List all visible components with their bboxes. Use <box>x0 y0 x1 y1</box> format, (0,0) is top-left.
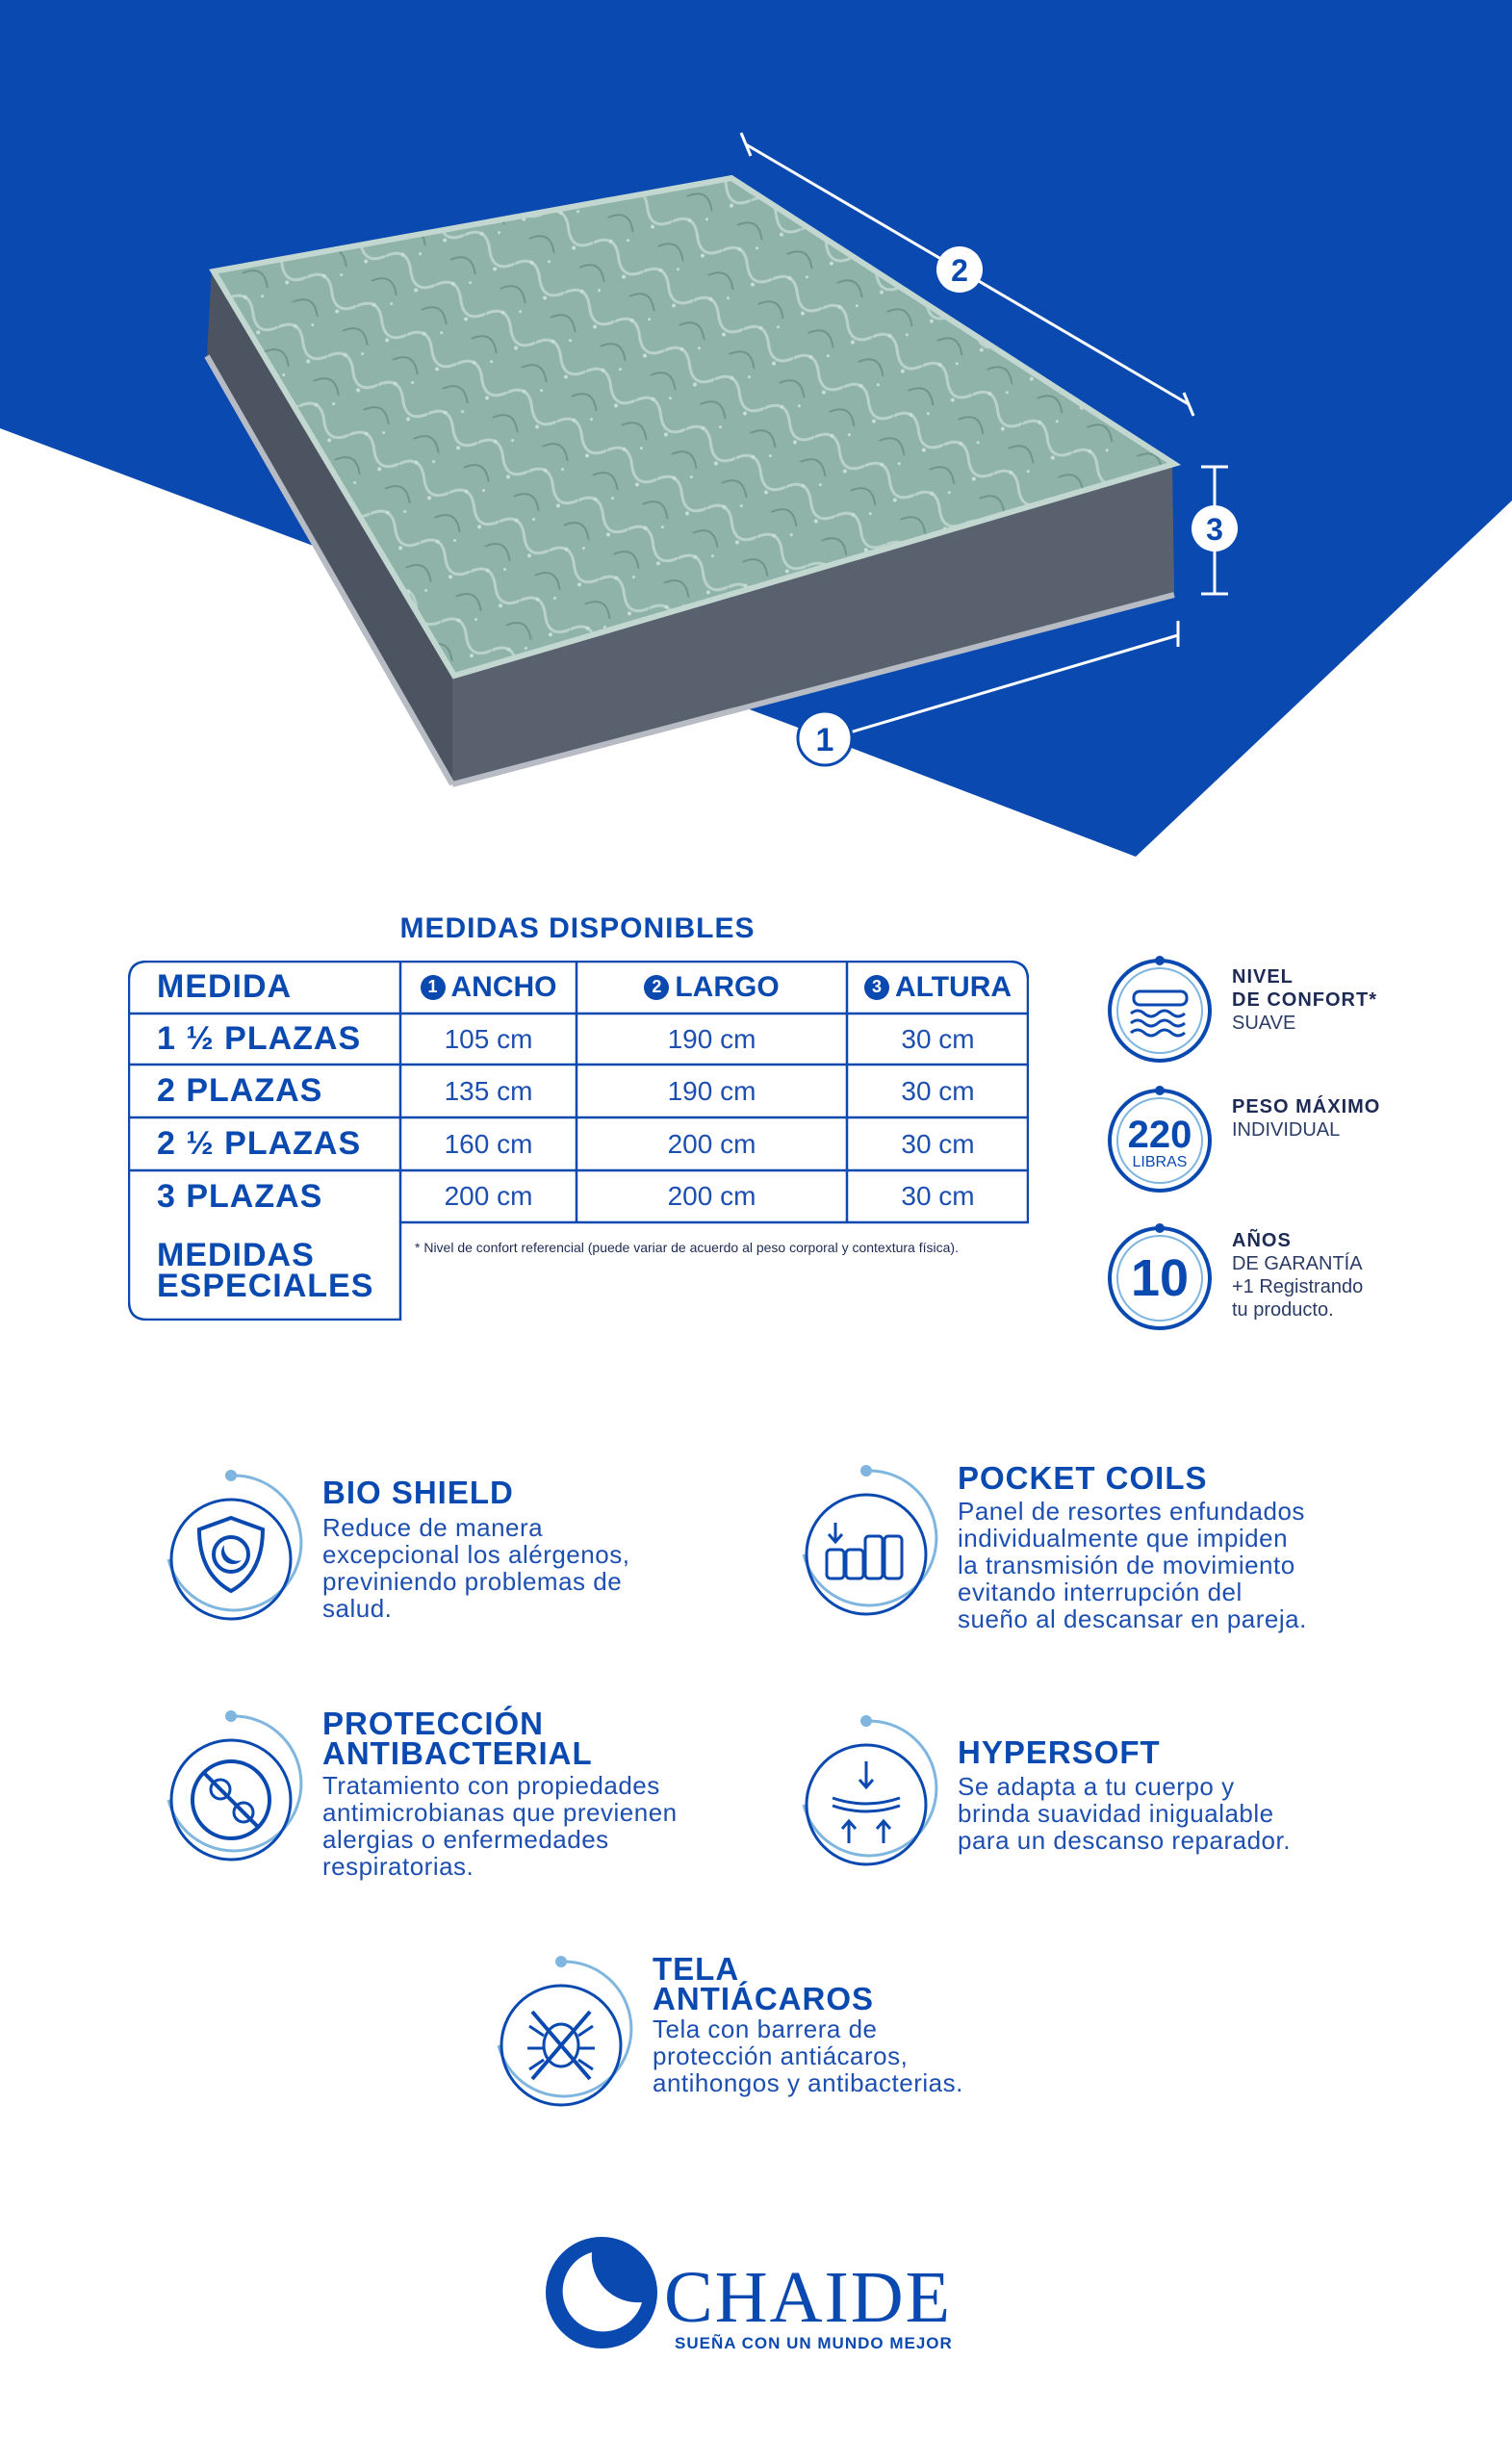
dimension-marker-2 <box>936 246 983 293</box>
weight-line-1: PESO MÁXIMO <box>1232 1096 1381 1117</box>
badge-2: 2 <box>644 975 669 1000</box>
brand-tagline: SUEÑA CON UN MUNDO MEJOR <box>675 2334 953 2352</box>
svg-text:1: 1 <box>815 722 834 758</box>
header-largo <box>577 961 847 1014</box>
header-altura-label: ALTURA <box>894 970 1012 1003</box>
header-altura <box>847 961 1029 1014</box>
anti-mite-icon <box>489 1954 662 2127</box>
svg-text:10: 10 <box>1130 1249 1190 1307</box>
warranty-icon <box>1102 1216 1227 1341</box>
row-altura: 30 cm <box>901 1181 975 1211</box>
dimension-marker-3 <box>1192 505 1238 552</box>
svg-text:LIBRAS: LIBRAS <box>1132 1154 1188 1170</box>
antibacterial-desc: Tratamiento con propiedades antimicrobianas que previenen alergias o enfermedades respiratorias. <box>322 1771 678 1881</box>
svg-text:2: 2 <box>951 253 968 288</box>
pocket-coils-title: POCKET COILS <box>958 1460 1208 1496</box>
row-name: 1 ½ PLAZAS <box>157 1020 362 1057</box>
antibacterial-title: PROTECCIÓN ANTIBACTERIAL <box>322 1706 593 1771</box>
feature-antiacaros <box>489 1951 1105 2146</box>
hypersoft-desc: Se adapta a tu cuerpo y brinda suavidad inigualable para un descanso reparador. <box>958 1772 1291 1855</box>
chaide-logo <box>544 2233 967 2368</box>
comfort-note: * Nivel de confort referencial (puede variar de acuerdo al peso corporal y contextura física). <box>415 1240 959 1255</box>
feature-hypersoft <box>794 1713 1506 1906</box>
row-name: 3 PLAZAS <box>157 1177 323 1215</box>
weight-line-2: INDIVIDUAL <box>1232 1119 1341 1141</box>
max-weight-info <box>1102 1078 1497 1203</box>
feature-antibacterial <box>159 1708 775 1901</box>
especiales-line-2: ESPECIALES <box>157 1268 374 1304</box>
antiacaros-title: TELA ANTIÁCAROS <box>653 1951 874 2016</box>
row-altura: 30 cm <box>901 1023 975 1054</box>
antibacterial-icon <box>159 1708 332 1882</box>
comfort-value: SUAVE <box>1232 1013 1296 1034</box>
medidas-especiales <box>157 1237 374 1304</box>
row-ancho: 105 cm <box>444 1023 533 1054</box>
feature-bio-shield <box>159 1468 775 1660</box>
row-altura: 30 cm <box>901 1128 975 1159</box>
row-name: 2 PLAZAS <box>157 1072 323 1109</box>
brand-name: CHAIDE <box>664 2257 953 2338</box>
header-ancho-label: ANCHO <box>450 970 557 1003</box>
header-largo-label: LARGO <box>675 970 780 1003</box>
especiales-line-1: MEDIDAS <box>157 1237 315 1273</box>
badge-3: 3 <box>864 975 889 1000</box>
pocket-coils-desc: Panel de resortes enfundados individualmente que impiden la transmisión de movimiento evitando interrupción del sueño al descansar en pareja. <box>958 1497 1307 1633</box>
bio-shield-title: BIO SHIELD <box>322 1475 514 1510</box>
shield-icon <box>159 1468 332 1641</box>
header-ancho <box>400 961 577 1014</box>
warranty-line-3: +1 Registrando <box>1232 1276 1364 1297</box>
hero-mattress-illustration <box>0 0 1512 866</box>
row-ancho: 135 cm <box>444 1075 533 1106</box>
warranty-info <box>1102 1216 1497 1341</box>
sizes-table <box>128 961 1029 1321</box>
row-largo: 200 cm <box>667 1181 756 1211</box>
feature-pocket-coils <box>794 1460 1506 1656</box>
warranty-line-2: DE GARANTÍA <box>1232 1253 1363 1274</box>
svg-text:220: 220 <box>1127 1114 1192 1156</box>
header-medida: MEDIDA <box>157 968 293 1005</box>
warranty-line-1: AÑOS <box>1232 1230 1292 1251</box>
svg-text:3: 3 <box>1206 512 1223 547</box>
row-largo: 190 cm <box>667 1075 756 1106</box>
coils-icon <box>794 1463 967 1636</box>
bio-shield-desc: Reduce de manera excepcional los alérgenos, previniendo problemas de salud. <box>322 1513 630 1623</box>
antiacaros-desc: Tela con barrera de protección antiácaros, antihongos y antibacterias. <box>653 2015 963 2097</box>
comfort-line-2: DE CONFORT* <box>1232 989 1377 1011</box>
hypersoft-title: HYPERSOFT <box>958 1734 1161 1770</box>
comfort-level-info <box>1102 948 1497 1073</box>
row-ancho: 160 cm <box>444 1128 533 1159</box>
comfort-line-1: NIVEL <box>1232 966 1294 988</box>
hypersoft-icon <box>794 1713 967 1886</box>
row-ancho: 200 cm <box>444 1181 533 1211</box>
row-largo: 190 cm <box>667 1023 756 1054</box>
dimension-marker-1 <box>798 711 852 765</box>
warranty-line-4: tu producto. <box>1232 1299 1334 1321</box>
sizes-title: MEDIDAS DISPONIBLES <box>399 912 756 944</box>
badge-1: 1 <box>421 975 446 1000</box>
comfort-level-icon <box>1102 948 1227 1073</box>
weight-icon <box>1102 1078 1227 1203</box>
row-altura: 30 cm <box>901 1075 975 1106</box>
row-largo: 200 cm <box>667 1128 756 1159</box>
row-name: 2 ½ PLAZAS <box>157 1125 362 1162</box>
